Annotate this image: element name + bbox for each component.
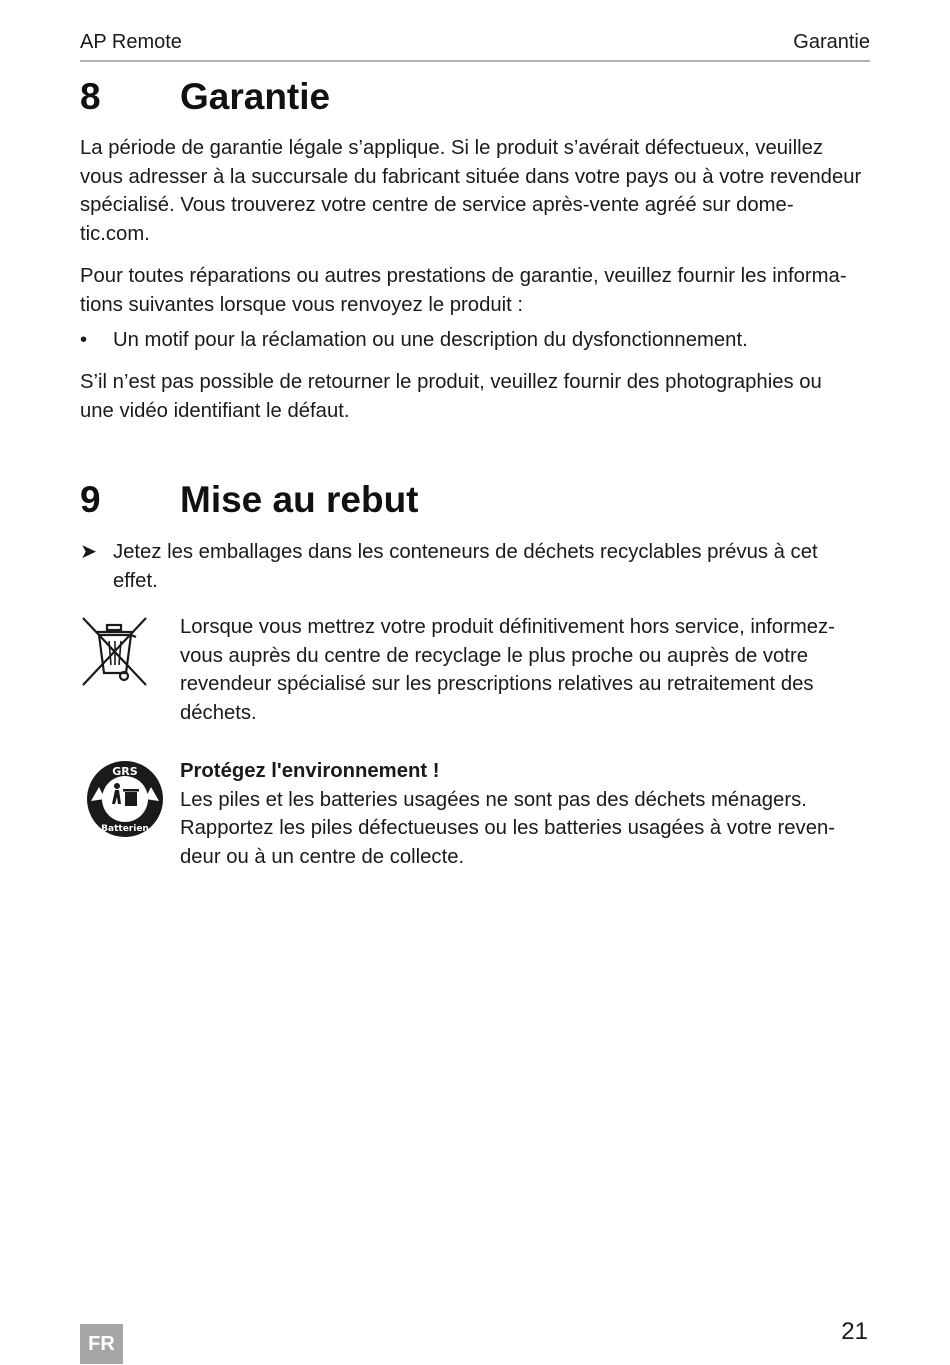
environment-note — [180, 757, 872, 871]
text-line: Jetez les emballages dans les conteneurs de déchets recyclables prévus à cet — [113, 541, 818, 563]
text-line: effet. — [113, 569, 158, 592]
section-8-number: 8 — [80, 76, 101, 117]
header-product-name: AP Remote — [80, 31, 182, 53]
environment-note-title: Protégez l'environnement ! — [180, 760, 440, 782]
text-line: spécialisé. Vous trouverez votre centre de service après-vente agréé sur dome- — [80, 194, 794, 217]
text-line: vous auprès du centre de recyclage le plus proche ou auprès de votre — [180, 644, 808, 667]
text-line: tic.com. — [80, 222, 150, 245]
section-9-number: 9 — [80, 479, 101, 520]
weee-text — [180, 613, 872, 727]
section-8-title: Garantie — [180, 76, 331, 117]
text-line: tions suivantes lorsque vous renvoyez le produit : — [80, 293, 524, 316]
text-line: déchets. — [180, 701, 257, 724]
section-9-title: Mise au rebut — [180, 479, 419, 520]
grs-logo-text: GRS — [112, 765, 138, 778]
text-line: S’il n’est pas possible de retourner le produit, veuillez fournir des photographies ou — [80, 371, 822, 393]
text-line: Pour toutes réparations ou autres prestations de garantie, veuillez fournir les informa- — [80, 265, 847, 287]
running-header — [80, 28, 870, 62]
bullet-marker: • — [80, 329, 88, 351]
text-line: une vidéo identifiant le défaut. — [80, 399, 350, 422]
warranty-paragraph-2 — [80, 262, 872, 319]
text-line: Lorsque vous mettrez votre produit définitivement hors service, informez- — [180, 616, 835, 638]
text-line: Les piles et les batteries usagées ne sont pas des déchets ménagers. — [180, 788, 807, 811]
text-line: vous adresser à la succursale du fabricant située dans votre pays ou à votre revendeur — [80, 165, 862, 188]
instruction-text — [113, 538, 873, 595]
bullet-text: Un motif pour la réclamation ou une description du dysfonctionnement. — [113, 329, 748, 351]
text-line: Rapportez les piles défectueuses ou les batteries usagées à votre reven- — [180, 817, 836, 840]
warranty-paragraph-1 — [80, 134, 872, 248]
grs-batterien-recycling-icon — [85, 759, 165, 848]
language-badge: FR — [80, 1324, 123, 1364]
warranty-paragraph-3 — [80, 368, 872, 425]
text-line: deur ou à un centre de collecte. — [180, 845, 465, 868]
arrow-marker-icon: ➤ — [80, 541, 97, 563]
crossed-out-wheelie-bin-icon — [80, 615, 150, 696]
header-section-name: Garantie — [793, 31, 870, 53]
grs-logo-subtext: Batterien — [101, 824, 149, 834]
page-number: 21 — [841, 1318, 868, 1345]
text-line: revendeur spécialisé sur les prescriptions relatives au retraitement des — [180, 673, 814, 696]
text-line: La période de garantie légale s’applique. Si le produit s’avérait défectueux, veuillez — [80, 137, 823, 159]
